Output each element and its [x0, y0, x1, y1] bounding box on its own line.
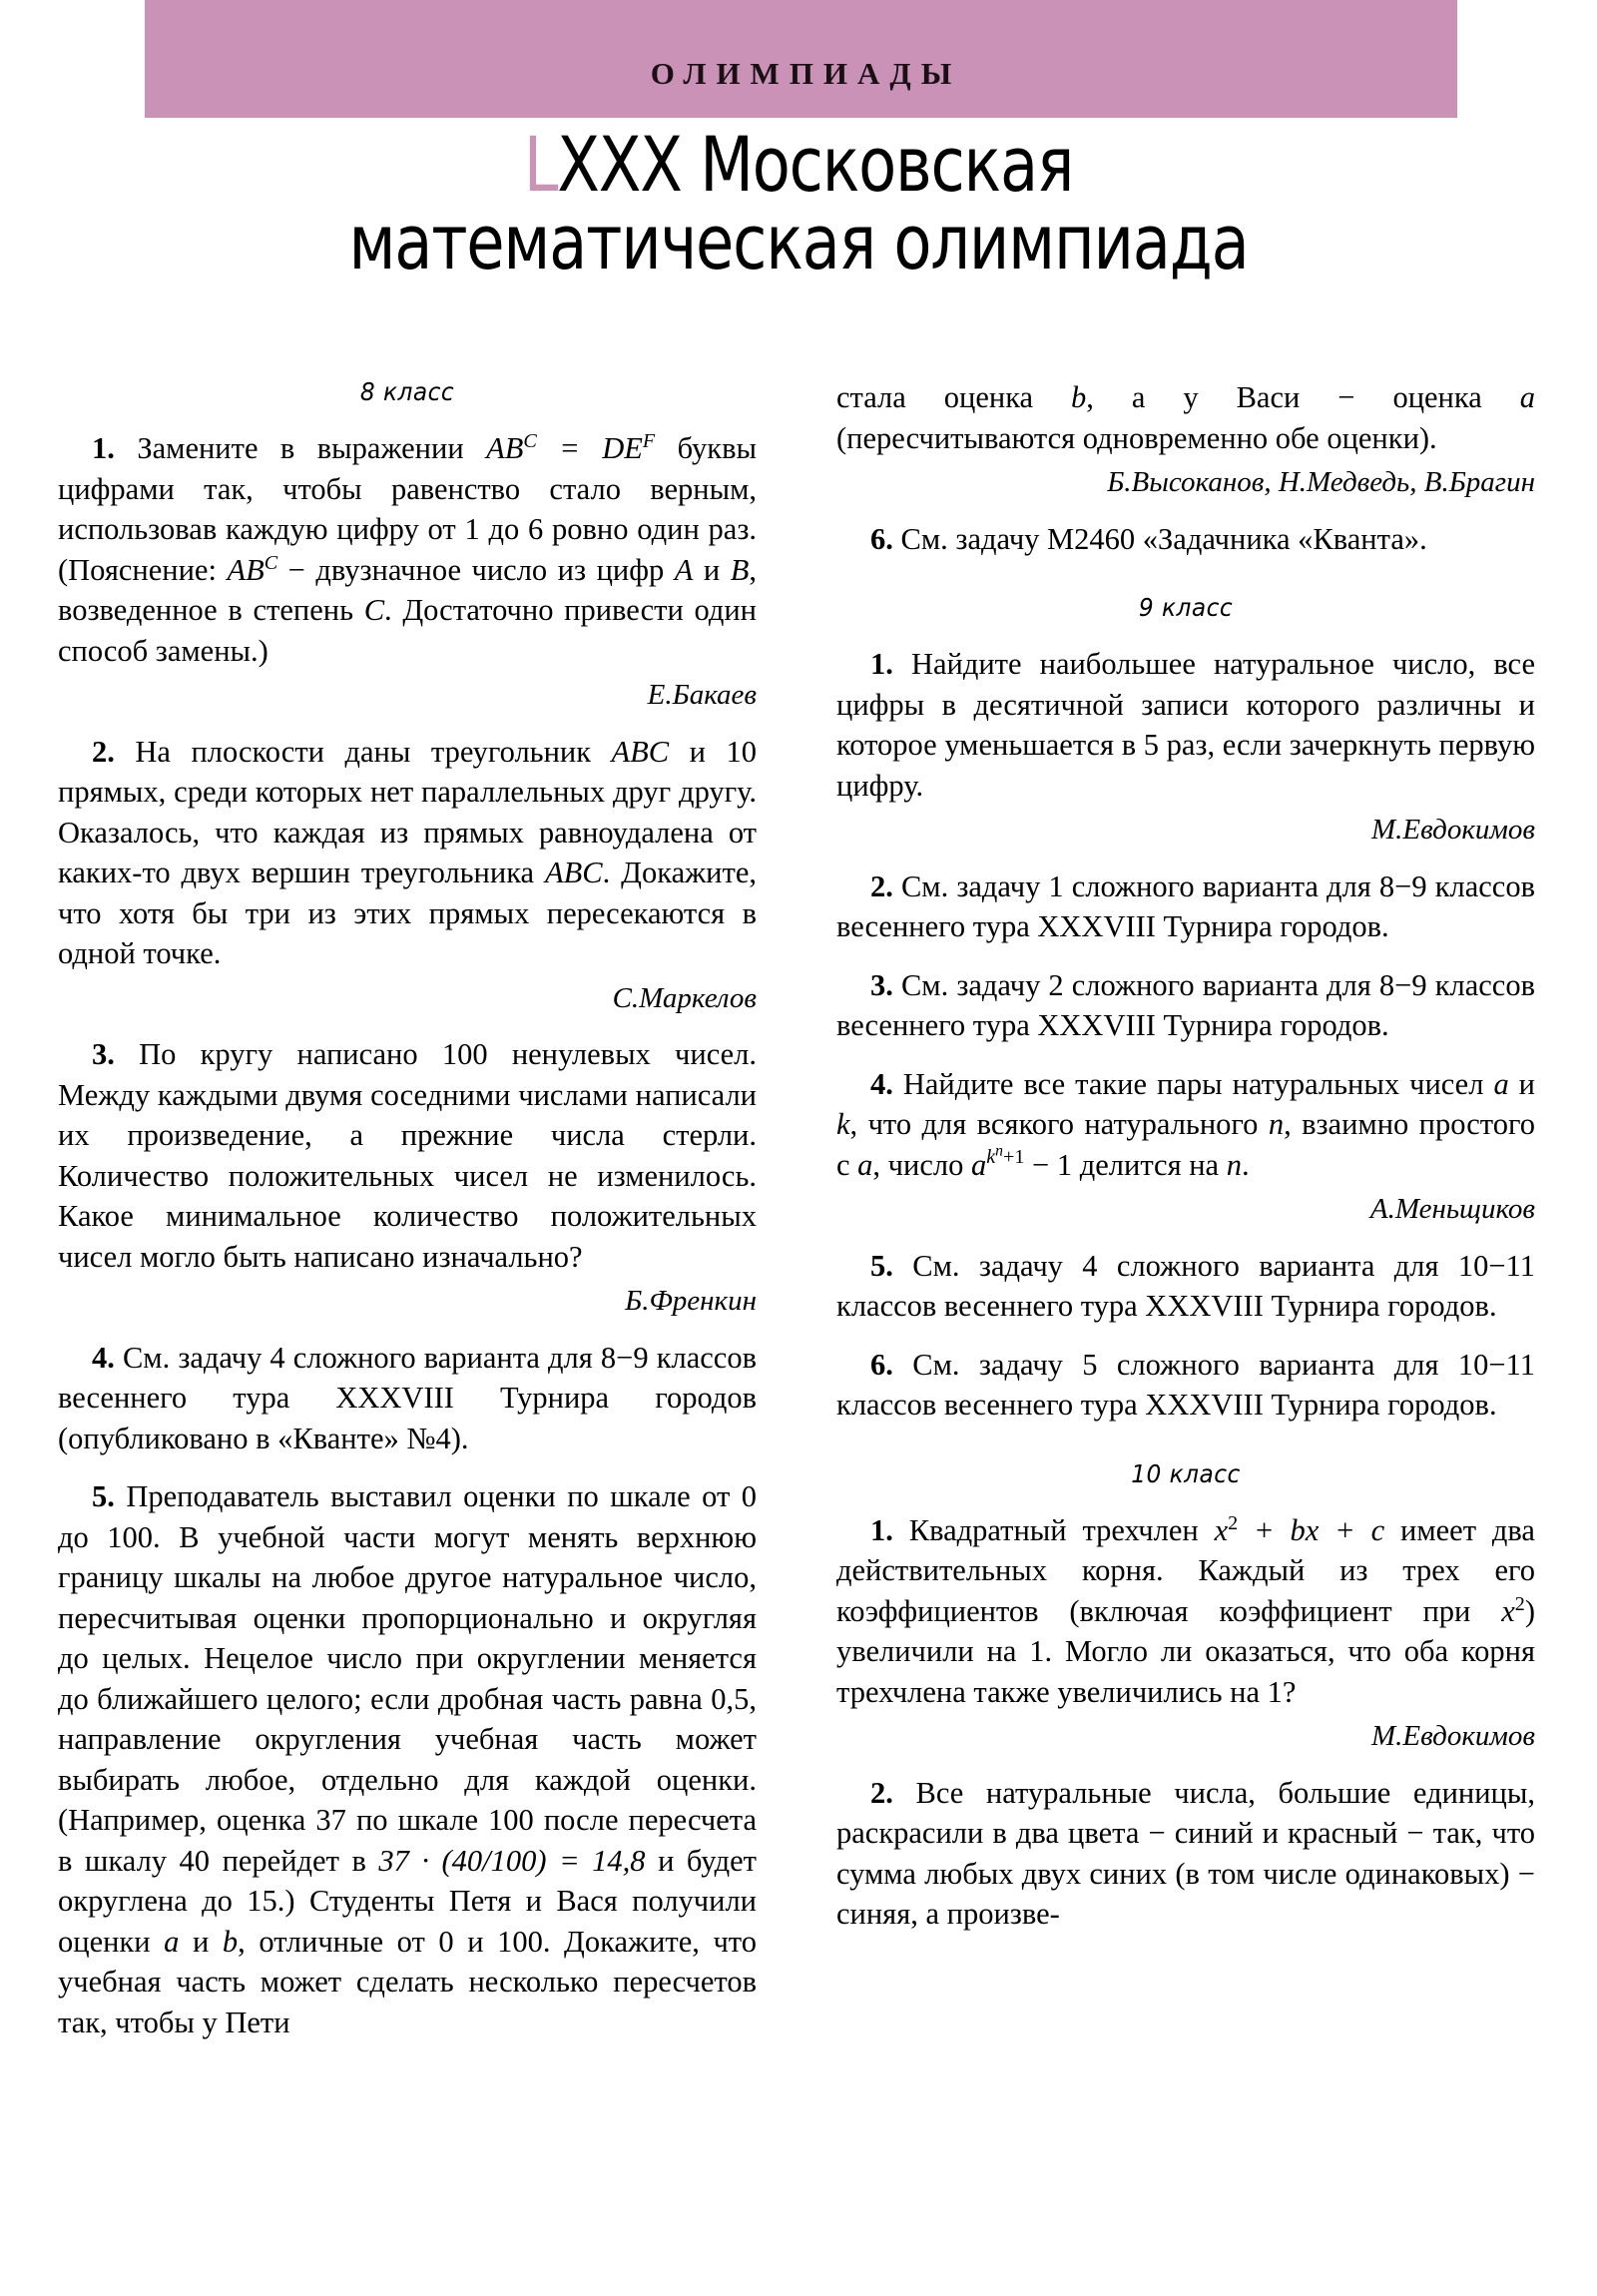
problem-9-5	[836, 1246, 1535, 1327]
problem-text-c: . Докажите, что хотя бы три из этих прямых пересекаются в одной точке.	[58, 856, 757, 970]
problem-text-b: буквы цифрами так, чтобы равенство стало верным, использовав каждую цифру от 1 до 6 ровно один раз. (Пояснение:	[58, 431, 757, 587]
formula-tail: − 1	[1024, 1147, 1073, 1182]
grade-heading-9: 9 класс	[1138, 593, 1234, 622]
problem-number: 5.	[870, 1248, 893, 1283]
problem-9-1	[836, 644, 1535, 806]
problem-text-f: . Достаточно привести один способ замены.)	[58, 593, 757, 668]
var-a: a	[1493, 1066, 1509, 1101]
var-b: b	[222, 1924, 239, 1959]
problem-number: 3.	[870, 967, 893, 1002]
right-column	[836, 377, 1535, 2296]
section-banner	[145, 0, 1457, 118]
problem-text-a: Замените в выражении	[114, 431, 487, 465]
article-body	[0, 377, 1597, 2296]
var-a: a	[857, 1147, 873, 1182]
formula-eq-de: = DE	[536, 431, 643, 465]
problem-number: 1.	[870, 1512, 893, 1547]
formula2-exp-2: 2	[1514, 1592, 1525, 1615]
var-c: C	[363, 593, 385, 627]
grade-heading-8: 8 класс	[359, 377, 455, 406]
formula-exp-f: F	[642, 429, 656, 452]
var-n: n	[1226, 1147, 1242, 1182]
formula-rescale: 37 · (40/100) = 14,8	[378, 1843, 646, 1878]
spacer	[836, 951, 1535, 965]
problem-text: По кругу написано 100 ненулевых чисел. Между каждыми двумя соседними числами написали их произведение, а прежние числа стерли. Количество положительных чисел не изменилось. Какое минимальное количество положительных чисел могло быть написано изначально?	[58, 1037, 757, 1274]
problem-text-e: , возведенное в степень	[58, 552, 757, 627]
problem-10-2	[836, 1773, 1535, 1935]
problem-number: 6.	[870, 521, 893, 556]
problem-9-4	[836, 1064, 1535, 1186]
cont-text-b: , а у Васи − оценка	[1086, 380, 1520, 414]
var-b: b	[1071, 380, 1087, 414]
problem-text-c: и	[179, 1924, 223, 1959]
var-a: A	[674, 552, 694, 587]
formula-x: x	[1214, 1512, 1229, 1547]
problem-8-5	[58, 1476, 757, 2042]
problem-number: 3.	[92, 1037, 115, 1071]
formula-exp-n: n	[995, 1142, 1003, 1160]
masthead	[0, 120, 1597, 287]
problem-9-6	[836, 1345, 1535, 1426]
problem-author: М.Евдокимов	[1371, 814, 1535, 846]
problem-text-g: .	[1241, 1147, 1250, 1182]
masthead-line-2: математическая олимпиада	[348, 197, 1249, 287]
problem-text: Все натуральные числа, большие единицы, раскрасили в два цвета − синий и красный − так, что сумма любых двух синих (в том числе одинаковых) − синяя, а произве-	[836, 1775, 1535, 1931]
problem-author: С.Маркелов	[612, 981, 757, 1014]
problem-text-d: и	[693, 552, 731, 587]
problem-8-1	[58, 428, 757, 671]
var-a: a	[1519, 380, 1535, 414]
problem-author: Б.Френкин	[625, 1285, 757, 1317]
problem-text: См. задачу 2 сложного варианта для 8−9 классов весеннего тура XXXVIII Турнира городов.	[836, 967, 1535, 1042]
formula-exp-k: k	[986, 1146, 996, 1169]
problem-text: Найдите наибольшее натуральное число, все цифры в десятичной записи которого различны и которое уменьшается в 5 раз, если зачеркнуть первую цифру.	[836, 647, 1535, 803]
spacer	[836, 1050, 1535, 1064]
formula-exp-tail: +1	[1003, 1146, 1025, 1169]
problem-text-b: и 10 прямых, среди которых нет параллельных друг другу. Оказалось, что каждая из прямых равноудалена от каких-то двух вершин треугольника	[58, 734, 757, 889]
problem-8-4	[58, 1338, 757, 1459]
problem-text-c: − двузначное число из цифр	[277, 552, 675, 587]
problem-text: См. задачу М2460 «Задачника «Кванта».	[892, 521, 1427, 556]
problem-text-b: и будет округлена до 15.) Студенты Петя и Вася получили оценки	[58, 1843, 757, 1959]
problem-text-a: На плоскости даны треугольник	[114, 734, 612, 769]
banner-title: ОЛИМПИАДЫ	[650, 56, 962, 91]
var-abc: ABC	[611, 734, 670, 769]
var-abc: ABC	[545, 856, 603, 889]
formula-base-a: a	[970, 1147, 987, 1182]
formula2-x: x	[1501, 1593, 1515, 1628]
problem-text: См. задачу 4 сложного варианта для 8−9 классов весеннего тура XXXVIII Турнира городов (опубликовано в «Кванте» №4).	[58, 1340, 757, 1455]
problem-number: 2.	[92, 734, 115, 769]
problem-text-a: Найдите все такие пары натуральных чисел	[892, 1066, 1494, 1101]
problem-9-3	[836, 965, 1535, 1046]
formula-exp-2: 2	[1228, 1511, 1239, 1534]
problem-number: 2.	[870, 868, 893, 903]
problem-author: А.Меньщиков	[1369, 1193, 1535, 1225]
problem-text-c: ) увеличили на 1. Могло ли оказаться, что оба корня трехчлена также увеличились на 1?	[836, 1593, 1535, 1709]
spacer	[836, 1331, 1535, 1345]
problem-author: М.Евдокимов	[1371, 1720, 1535, 1752]
problem-text-a: Преподаватель выставил оценки по шкале от 0 до 100. В учебной части могут менять верхнюю границу шкалы на любое другое натуральное число, пересчитывая оценки пропорционально и округляя до целых. Нецелое число при округлении меняется до ближайшего целого; если дробная часть равна 0,5, направление округления учебная часть может выбирать любое, отдельно для каждой оценки. (Например, оценка 37 по шкале 100 после пересчета в шкалу 40 перейдет в	[58, 1479, 757, 1878]
problem-text-b: имеет два действительных корня. Каждый из трех его коэффициентов (включая коэффициент при	[836, 1512, 1535, 1628]
var-a: a	[164, 1924, 180, 1959]
problem-9-2	[836, 866, 1535, 947]
var-b: B	[730, 552, 750, 587]
problem-text: См. задачу 4 сложного варианта для 10−11 классов весеннего тура XXXVIII Турнира городов.	[836, 1248, 1535, 1323]
problem-text-f: делится на	[1072, 1147, 1227, 1182]
problem-number: 4.	[870, 1066, 893, 1101]
problem-text-e: , число	[872, 1147, 971, 1182]
problem-8-3	[58, 1034, 757, 1277]
var-k: k	[836, 1107, 850, 1141]
problem-8-6	[836, 519, 1535, 560]
problem-number: 1.	[92, 431, 115, 465]
formula-rest: + bx + c	[1238, 1512, 1385, 1547]
problem-text: См. задачу 1 сложного варианта для 8−9 классов весеннего тура XXXVIII Турнира городов.	[836, 868, 1535, 943]
problem-text-b: и	[1508, 1066, 1535, 1101]
problem-8-5-continuation	[836, 377, 1535, 458]
spacer	[58, 1462, 757, 1476]
cont-text-c: (пересчитываются одновременно обе оценки).	[836, 420, 1437, 455]
formula-ab: AB	[486, 431, 524, 465]
problem-text-a: Квадратный трехчлен	[892, 1512, 1215, 1547]
var-n: n	[1268, 1107, 1285, 1141]
problem-text: См. задачу 5 сложного варианта для 10−11 классов весеннего тура XXXVIII Турнира городов.	[836, 1347, 1535, 1422]
cont-text-a: стала оценка	[836, 380, 1072, 414]
problem-8-2	[58, 732, 757, 974]
problem-10-1	[836, 1510, 1535, 1713]
masthead-accent-letter: L	[523, 120, 558, 209]
masthead-line-1	[144, 120, 1453, 209]
problem-number: 4.	[92, 1340, 115, 1375]
problem-author: Б.Высоканов, Н.Медведь, В.Брагин	[1107, 466, 1535, 498]
problem-number: 6.	[870, 1347, 893, 1382]
left-column	[58, 377, 757, 2296]
masthead-line-1-rest: XXX Московская	[557, 120, 1074, 209]
grade-heading-10: 10 класс	[1131, 1458, 1241, 1488]
problem-text-d: , отличные от 0 и 100. Докажите, что учебная часть может сделать несколько пересчетов так, чтобы у Пети	[58, 1924, 757, 2039]
problem-author: Е.Бакаев	[647, 679, 757, 711]
problem-text-d: , взаимно простого с	[836, 1107, 1535, 1182]
problem-number: 2.	[870, 1775, 893, 1810]
formula-exp-c: C	[523, 429, 537, 452]
formula2-ab: AB	[227, 552, 265, 587]
problem-number: 5.	[92, 1479, 115, 1513]
problem-number: 1.	[870, 647, 893, 681]
problem-text-c: , что для всякого натурального	[849, 1107, 1269, 1141]
formula2-exp-c: C	[264, 551, 278, 574]
